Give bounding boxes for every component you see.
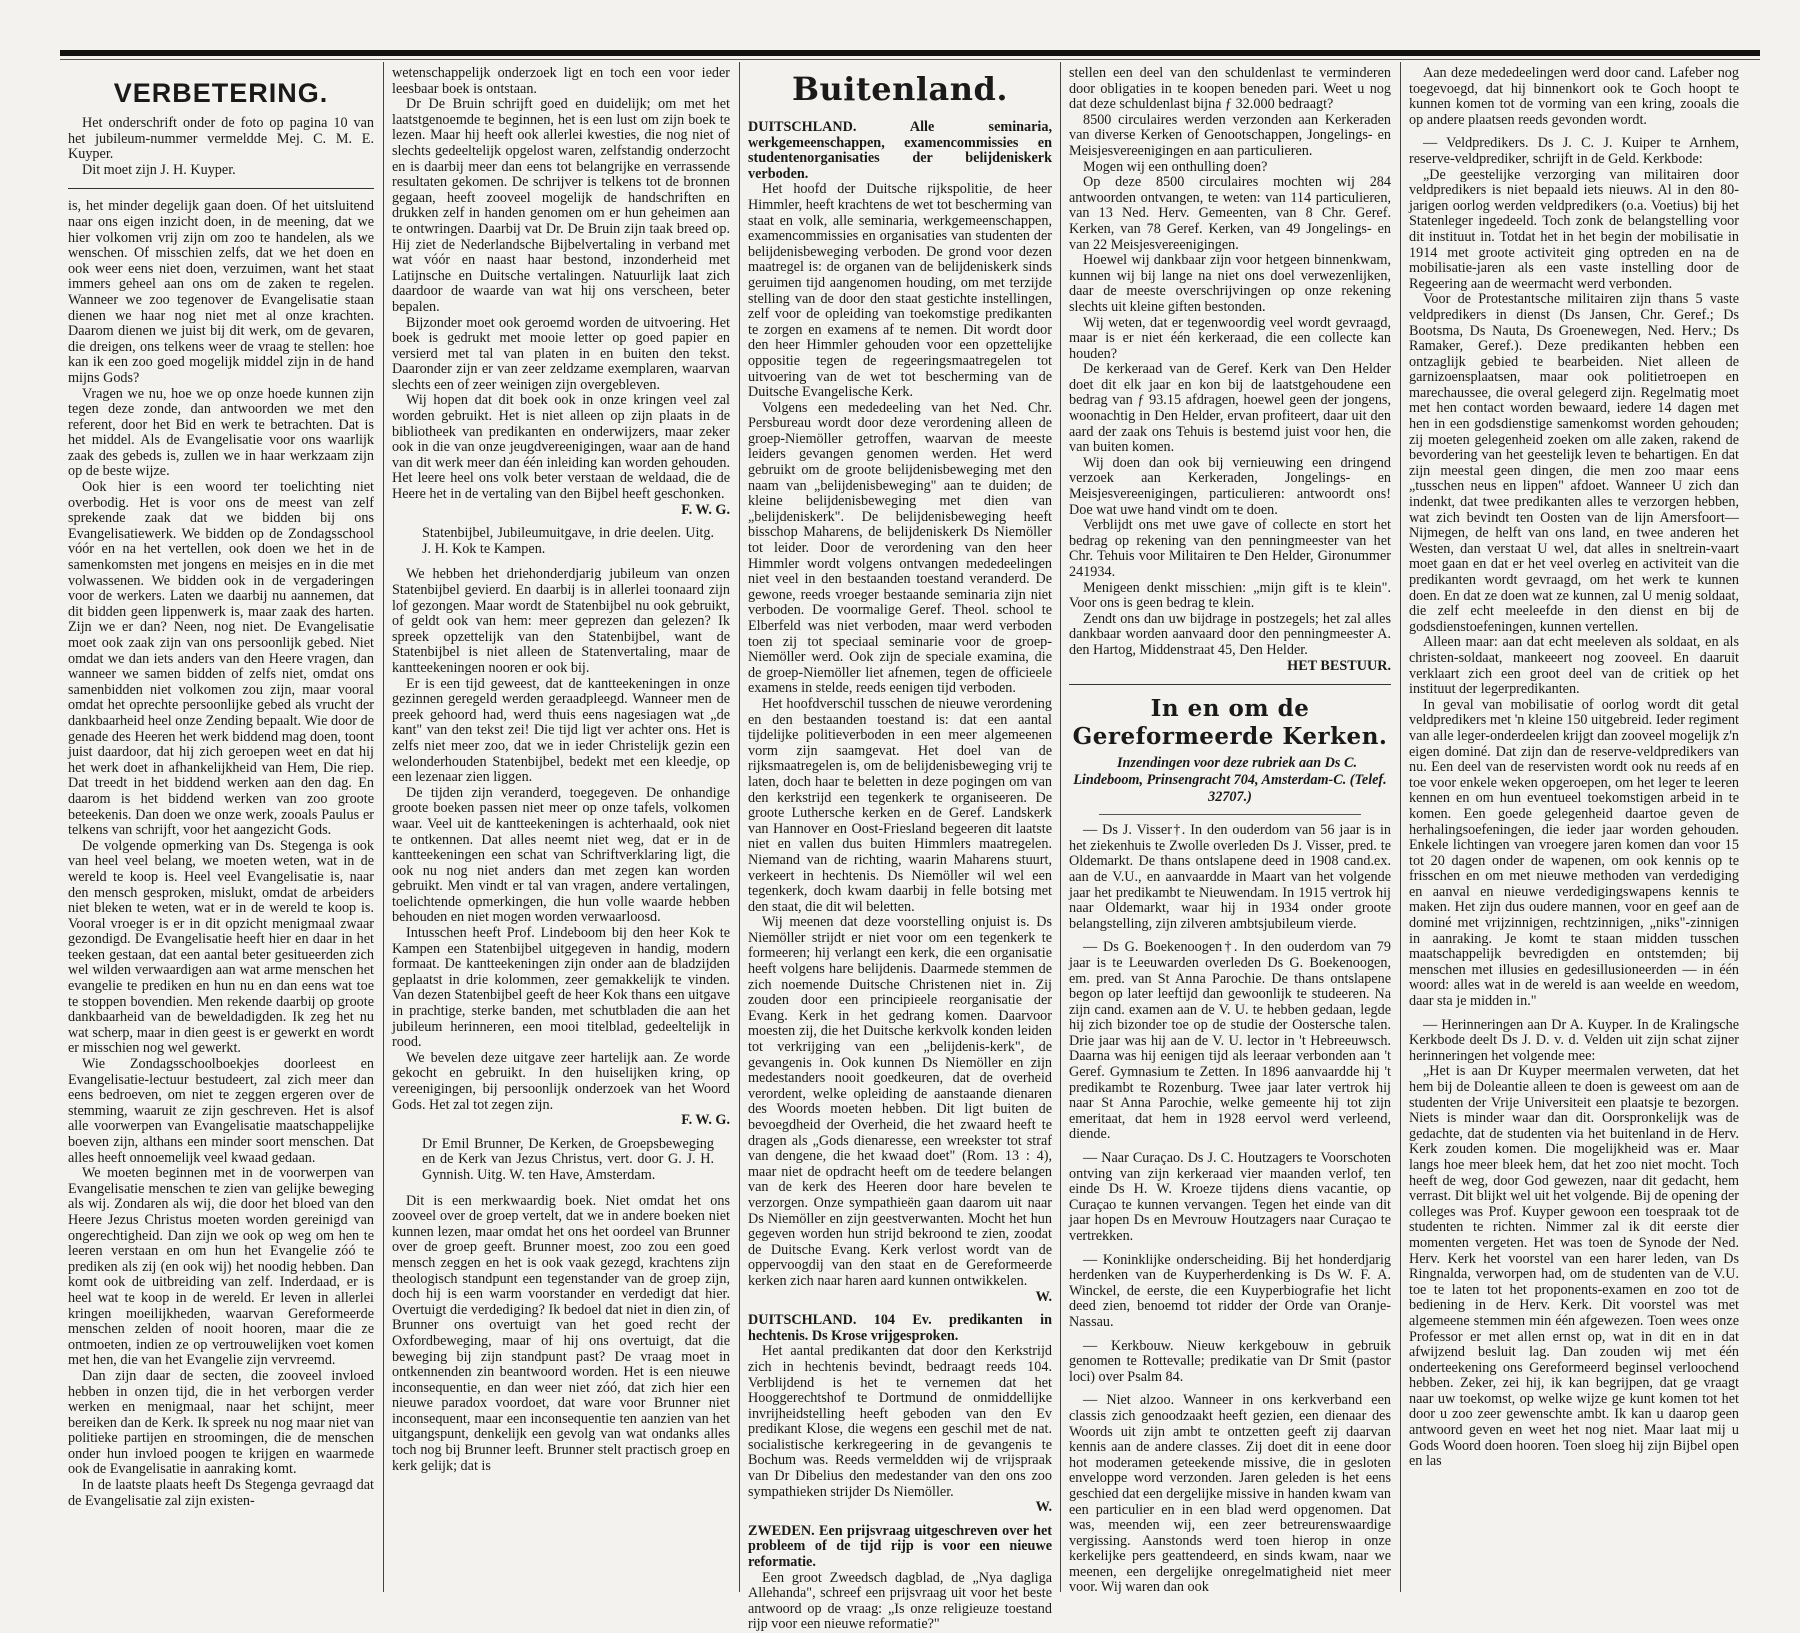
column-divider: [383, 62, 384, 1592]
column-4: [1069, 65, 1392, 1596]
heading-buitenland: Buitenland.: [791, 70, 1009, 108]
section-rule: [68, 188, 374, 189]
news-item: — Naar Curaçao. Ds J. C. Houtzagers te Voorschoten ontving van zijn kerkeraad vier maanden verlof, ten einde Ds H. W. Kroeze tijdens diens vacantie, op Curaçao te kunnen vervangen. Tegen het einde van dit jaar hopen Ds en Mevrouw Houtzagers naar Curaçao te vertrekken.: [1069, 1150, 1391, 1244]
column-3: [748, 66, 1052, 1633]
article-paragraph: We bevelen deze uitgave zeer hartelijk aan. Ze worde gekocht en gebruikt. In den huiselijken kring, op vereenigingen, bij persoonlijk onderzoek van het Woord Gods. Het zal tot zegen zijn.: [392, 1049, 730, 1113]
article-paragraph: Er is een tijd geweest, dat de kantteekeningen in onze gezinnen geregeld werden geraadpleegd. Wanneer men de preek gehoord had, werd thuis eens nagesiagen wat „de kant" van den tekst zei! Die tijd ligt ver achter ons. Het is zelfs niet meer zoo, dat we in ieder Christelijk gezin een welonderhouden Statenbijbel, bedekt met een kleedje, op een lezenaar zien liggen.: [392, 675, 730, 786]
news-headline: DUITSCHLAND. Alle seminaria, werkgemeenschappen, examencommissies en studentenorganisaties der belijdeniskerk verboden.: [748, 119, 1052, 182]
section-rule: [1069, 684, 1391, 685]
article-paragraph: In geval van mobilisatie of oorlog wordt dit getal veldpredikers met 'n kleine 150 uitgebreid. Ieder regiment van alle leger-onderdeelen krijgt dan zooveel mogelijk z'n eigen dominé. Dat zijn dan de reserve-veldpredikers van nu. Een deel van de reservisten wordt ook nu reeds af en toe voor enkele weken opgeroepen, om het leger te leeren kennen en om hun eventueel toekomstigen arbeid in te komen. Een goede gelegenheid daartoe geven de herhalingsoefeningen, die ieder jaar worden gehouden. Enkele lichtingen van vroegere jaren komen dan voor 15 tot 20 dagen onder de wapenen, om ook kennis op te frisschen en om met nieuwe methoden van verdediging en aanval en nieuwe verdedigingswapens kennis te maken. Het zijn dus oudere mannen, voor en geef aan de dominé met vrijzinnigen, rechtzinnigen, „niks"-zinnigen in aanraking. Je komt te staan midden tusschen maatschappelijk bevredigden en ontstemden; bij menschen met illusies en gedesillusioneerden — in één woord: alles wat in de wereld is aan weelde en weedom, daar sta je midden in.": [1409, 696, 1739, 1010]
column-2: [392, 66, 730, 1592]
article-paragraph: De kerkeraad van de Geref. Kerk van Den Helder doet dit elk jaar en kon bij de laatstgehoudene een bedrag van ƒ 93.15 afdragen, hoewel geen der jongens, woonachtig in Den Helder, ervan profiteert, daar uit den aard der zaak ons Tehuis is bestemd juist voor hen, die van buiten komen.: [1069, 361, 1391, 456]
news-item: — Herinneringen aan Dr A. Kuyper. In de Kralingsche Kerkbode deelt Ds J. D. v. d. Velden uit zijn schat zijner herinneringen het volgende mee:: [1409, 1016, 1739, 1064]
signature: HET BESTUUR.: [1287, 657, 1391, 674]
heading-verbetering: VERBETERING.: [113, 78, 329, 108]
article-paragraph: Het aantal predikanten dat door den Kerkstrijd zich in hechtenis bevindt, bedraagt reeds 104. Verblijdend is het te vernemen dat het Hooggerechtshof te Dortmund de onmiddellijke invrijheidstelling heeft geboden van den Ev predikant Klose, die wegens een geschil met de nat. socialistische kerkregeering in de gevangenis te Bochum was. Reeds vermeldden wij de vrijspraak van Dr Dibelius den medestander van den ons zoo sympathieken strijder Ds Niemöller.: [748, 1343, 1052, 1500]
article-paragraph: wetenschappelijk onderzoek ligt en toch een voor ieder leesbaar boek is ontstaan.: [392, 65, 730, 97]
column-divider: [1060, 62, 1061, 1592]
correction-notice: Het onderschrift onder de foto op pagina 10 van het jubileum-nummer vermeldde Mej. C. M. E. Kuyper.: [68, 115, 374, 163]
article-paragraph: Vragen we nu, hoe we op onze hoede kunnen zijn tegen deze zonde, dan antwoorden we met den referent, door het Bid en werk te betrachten. Dat is het middel. Als de Evangelisatie voor ons waarlijk zaak des gebeds is, zullen we in haar werkzaam zijn op de beste wijze.: [68, 385, 374, 480]
article-paragraph: Het hoofd der Duitsche rijkspolitie, de heer Himmler, heeft krachtens de wet tot bescherming van staat en volk, alle seminaria, werkgemeenschappen, examencommissies en organisaties van studenten der belijdenisbeweging verboden. De grond voor dezen maatregel is: de organen van de belijdeniskerk sinds geruimen tijd aangenomen houding, om met terzijde stelling van de door den staat gestichte instellingen, zelf voor de opleiding van toekomstige predikanten te zorgen en examens af te nemen. Dit wordt door den heer Himmler gehouden voor een opzettelijke oppositie tegen de regeeringsmaatregelen tot uitvoering van de wet tot bescherming van de Duitsche Evangelische Kerk.: [748, 181, 1052, 401]
heading-gereformeerde-kerken: In en om de Gereformeerde Kerken.: [1072, 695, 1388, 751]
article-paragraph: Alleen maar: aan dat echt meeleven als soldaat, en als christen-soldaat, mankeeert nog zooveel. En daaruit verklaart zich een groot deel van de critiek op het instituut der legerpredikanten.: [1409, 634, 1739, 698]
news-headline: DUITSCHLAND. 104 Ev. predikanten in hechtenis. Ds Krose vrijgesproken.: [748, 1312, 1052, 1344]
review-title: Dr Emil Brunner, De Kerken, de Groepsbeweging en de Kerk van Jezus Christus, vert. door G. J. H. Gynnish. Uitg. W. ten Have, Amsterdam.: [422, 1135, 714, 1183]
article-paragraph: Mogen wij een onthulling doen?: [1083, 158, 1268, 175]
article-paragraph: Verblijdt ons met uwe gave of collecte en stort het bedrag op rekening van den penningmeester van het Chr. Tehuis voor Militairen te Den Helder, Gironummer 241934.: [1069, 517, 1391, 580]
article-paragraph: Wij meenen dat deze voorstelling onjuist is. Ds Niemöller strijdt er niet voor om een tegenkerk te formeeren; hij verlangt een kerk, die een organisatie heeft volgens hare belijdenis. Daarmede stemmen de zich noemende Duitsche Christenen niet in. Zij zouden door een principieele reorganisatie der Evang. Kerk in het gedrang komen. Daarvoor moesten zij, die het Duitsche kerkvolk konden leiden tot verkrijging van een „belijdenis-kerk", de gevangenis in. Ook kunnen Ds Niemöller en zijn medestanders nooit goedkeuren, dat de overheid verordent, welke opleiding de aanstaande dienaren des Woords moeten hebben. Dit ligt buiten de bevoegdheid der Overheid, die het zwaard heeft te dragen als „Gods dienaresse, een wreekster tot straf van dengene, die het kwaad doet" (Rom. 13 : 4), maar niet de opdracht heeft om de teedere belangen van de kerk des Heeren door hare bevelen te verzorgen. Onze sympathieën gaan daarom uit naar Ds Niemöller en zijn geestverwanten. Mocht het hun gegeven worden hun strijd bekroond te zien, zoodat de Duitsche Evang. Kerk verlost wordt van de oppervoogdij van den staat en de Gereformeerde kerken zich naar haren aard kunnen ontwikkelen.: [748, 914, 1052, 1289]
article-paragraph: Zendt ons dan uw bijdrage in postzegels; het zal alles dankbaar worden aanvaard door den penningmeester A. den Hartog, Middenstraat 45, Den Helder.: [1069, 610, 1391, 658]
column-5: [1409, 66, 1739, 1592]
article-paragraph: We moeten beginnen met in de voorwerpen van Evangelisatie menschen te zien van gelijke beweging als wij. Zondaren als wij, die door het bloed van den Heere Jezus Christus moeten worden gereinigd van ongerechtigheid. Dan zijn we ook op weg om hen te leeren verstaan en om hun het Evangelie zóó te prediken als zij (en ook wij) het noodig hebben. Dan komt ook de uitbreiding van zelf. Inderdaad, er is heel wat te koop in de wereld. Er leven in allerlei kringen moeilijkheden, waarvan Gereformeerde menschen zelden of nooit hooren, maar die ze ontmoeten, indien ze op vertrouwelijken voet komen met hen, die van het Evangelie zijn vervreemd.: [68, 1165, 374, 1369]
article-paragraph: Aan deze mededeelingen werd door cand. Lafeber nog toegevoegd, dat hij binnenkort ook te Goch hoopt te kunnen komen tot de vorming van een kring, zooals die op andere plaatsen reeds gevonden wordt.: [1409, 65, 1739, 128]
rubric-subtitle: Inzendingen voor deze rubriek aan Ds C. Lindeboom, Prinsengracht 704, Amsterdam-C. (Telef. 32707.): [1073, 755, 1387, 806]
article-paragraph: Op deze 8500 circulaires mochten wij 284 antwoorden ontvangen, te weten: van 114 particulieren, van 13 Ned. Herv. Gemeenten, van 8 Chr. Geref. Kerken, van 78 Geref. Kerken, van 49 Jongelings- en van 22 Meisjesvereenigingen.: [1069, 174, 1391, 253]
article-paragraph: Voor de Protestantsche militairen zijn thans 5 vaste veldpredikers in dienst (Ds Jansen, Chr. Geref.; Ds Bootsma, Ds Nauta, Ds Groenewegen, Ned. Herv.; Ds Ramaker, Geref.). Deze predikanten hebben een ontzaglijk gebied te bearbeiden. Niet alleen de garnizoensplaatsen, maar ook politietroepen en marechaussee, die overal gelegerd zijn. Regelmatig moet met hen contact worden bewaard, iedere 14 dagen met hen in een godsdienstige samenkomst worden gehouden; zij moeten gelegenheid zoeken om alle zaken, rakend de bevordering van het geestelijk leven te behartigen. En dat zijn meestal geen dingen, die men zoo maar eens „tusschen neus en lippen" afdoet. Wanneer U zich dan indenkt, dat twee predikanten alles te verzorgen hebben, wat zich bevindt ten Oosten van de lijn Amersfoort—Nijmegen, de helft van ons land, en twee anderen het Westen, dan verstaat U wel, dat alles in sneltrein-vaart moet gaan en dat er het veel overleg en activiteit van die predikanten wordt gevraagd, om het werk te kunnen doen. En dat ze doen wat ze kunnen, zal U menig soldaat, die zelf echt meeleefde in den dienst en bij de godsdienstoefeningen, kunnen vertellen.: [1409, 291, 1739, 635]
article-paragraph: Dr De Bruin schrijft goed en duidelijk; om met het laatstgenoemde te beginnen, het is een lust om zijn boek te lezen. Maar hij heeft ook allerlei kwesties, die nog niet of slechts gedeeltelijk opgelost waren, zelfstandig onderzocht en is daarbij meer dan eens tot belangrijke en verrassende resultaten gekomen. De schrijver is telkens tot de bronnen gegaan, heeft zooveel mogelijk de handschriften en drukken zelf in handen genomen om er hun geheimen aan te ontwringen. Daarbij vat Dr. De Bruin zijn taak breed op. Hij ziet de Nederlandsche Bijbelvertaling in verband met wat vóór en naast haar bestond, inzonderheid met Latijnsche en Duitsche vertalingen. Natuurlijk laat zich daardoor de waarde van wat hij ons verscheen, beter bepalen.: [392, 96, 730, 315]
article-paragraph: We hebben het driehonderdjarig jubileum van onzen Statenbijbel gevierd. En daarbij is in allerlei toonaard zijn lof gezongen. Maar wordt de Statenbijbel nu ook gebruikt, of geldt ook van hem: meer geprezen dan gelezen? Ik spreek opzettelijk van den Statenbijbel, want de Statenbijbel is niet alleen de Statenvertaling, maar de kantteekeningen nooren er ook bij.: [392, 566, 730, 676]
signature: W.: [1035, 1288, 1052, 1305]
signature: W.: [1035, 1499, 1052, 1516]
article-paragraph: „De geestelijke verzorging van militairen door veldpredikers is niet bepaald iets nieuws. Al in den 80-jarigen oorlog werden veldpredikers (o.a. Voetius) bij het Statenleger ingedeeld. Toch zonk de belangstelling voor dit instituut in. Totdat het in het begin der mobilisatie in 1914 met groote activiteit ging optreden en na de mobilisatie-jaren als een vaste instelling door de Regeering aan de weermacht werd verbonden.: [1409, 166, 1739, 292]
article-paragraph: Wij hopen dat dit boek ook in onze kringen veel zal worden gebruikt. Het is niet alleen op zijn plaats in de bibliotheek van predikanten en onderwijzers, maar zeker ook in die van onze jeugdvereenigingen, waar aan de hand van dit werk meer dan één inleiding kan worden gehouden. Het leere heel ons volk beter verstaan de weldaad, die de Heere het in de vertaling van den Bijbel heeft geschonken.: [392, 392, 730, 503]
article-paragraph: Dan zijn daar de secten, die zooveel invloed hebben in onzen tijd, die in het verborgen verder werken en menigmaal, naar het schijnt, meer bereiken dan de Kerk. Ik spreek nu nog maar niet van politieke partijen en stroomingen, die de menschen onder hun invloed poogen te krijgen en waarmede ook de Evangelisatie in aanraking komt.: [68, 1367, 374, 1478]
top-rule-thin: [60, 59, 1760, 60]
article-paragraph: Menigeen denkt misschien: „mijn gift is te klein". Voor ons is geen bedrag te klein.: [1069, 579, 1391, 612]
article-paragraph: Ook hier is een woord ter toelichting niet overbodig. Het is voor ons de meest van zelf sprekende zaak dat we bidden bij ons Evangelisatiewerk. We bidden op de Zondagsschool vóór en na het vertellen, ook doen we het in de samenkomsten met jongens en meisjes en in die met volwassenen. We bidden ook in de vergaderingen voor de werkers. Laten we daarbij nu aannemen, dat dit bidden geen lippenwerk is, maar zaak des harten. Zijn we er dan? Neen, nog niet. De Evangelisatie moet ook zaak zijn van ons persoonlijk gebed. Niet omdat we dan iets anders van den Heere vragen, dan wanneer we samen bidden of zelfs niet, omdat ons samenbidden niet volkomen zou zijn, maar vooral omdat het oprechte persoonlijke gebed als vrucht der dankbaarheid heel onze Zending bepaalt. Wie door de genade des Heeren het werk biddend mag doen, toont juist daardoor, dat hij zich geroepen weet en dat hij het werk doet in afhankelijkheid van Hem, Die riep. Dat treedt in het biddend werken aan den dag. En daarom is het biddend werken van zoo groote beteekenis. Dan doen we onze werk, zooals Paulus er telkens van schrijft, voor het aangezicht Gods.: [68, 479, 374, 839]
article-paragraph: is, het minder degelijk gaan doen. Of het uitsluitend naar ons eigen inzicht doen, in de meening, dat we hier volkomen vrij zijn om zoo te handelen, als we wenschen. Of misschien zelfs, dat we het doen en ook weer eens niet doen, verzuimen, want het staat immers geheel aan ons om de zaken te regelen. Wanneer we zoo tegenover de Evangelisatie staan dienen we haar nog niet met al onze krachten. Daarom dienen we juist bij dit werk, om de gevaren, die dreigen, ons telkens weer de vraag te stellen: hoe kan ik een zoo goed mogelijk middel zijn in de hand mijns Gods?: [68, 198, 374, 386]
article-paragraph: Bijzonder moet ook geroemd worden de uitvoering. Het boek is gedrukt met mooie letter op goed papier en versierd met tal van platen in en buiten den tekst. Daaronder zijn er van zeer zeldzame exemplaren, waarvan slechts een of zeer weinigen zijn overgebleven.: [392, 314, 730, 393]
news-item: — Ds G. Boekenoogen†. In den ouderdom van 79 jaar is te Leeuwarden overleden Ds G. Boekenoogen, em. pred. van St Anna Parochie. De thans ontslapene begon op later leeftijd dan gewoonlijk te studeeren. Na zijn cand. examen aan de V. U. te hebben gedaan, legde hij zich bizonder toe op de studie der Oostersche talen. Drie jaar was hij aan de V. U. lector in 't Hebreeuwsch. Daarna was hij eenigen tijd als leeraar verbonden aan 't Geref. Gymnasium te Zetten. In 1896 aanvaardde hij 't predikambt te Rozenburg. Twee jaar later vertrok hij naar St Anna Parochie, welke gemeente hij tot zijn emeritaat, dat hem in 1928 eervol werd verleend, diende.: [1069, 939, 1391, 1143]
article-paragraph: Wij doen dan ook bij vernieuwing een dringend verzoek aan Kerkeraden, Jongelings- en Meisjesvereenigingen, particulieren: antwoordt ons! Doe wat uwe hand vindt om te doen.: [1069, 454, 1391, 518]
news-headline: ZWEDEN. Een prijsvraag uitgeschreven over het probleem of de tijd rijp is voor een nieuwe reformatie.: [748, 1522, 1052, 1571]
article-paragraph: „Het is aan Dr Kuyper meermalen verweten, dat het hem bij de Doleantie alleen te doen is geweest om aan de studenten der Vrije Universiteit een plaatsje te bezorgen. Niets is minder waar dan dit. Oorspronkelijk was de gedachte, dat de studenten via het buitenland in de Herv. Kerk zouden komen. Die mogelijkheid was er. Maar langs hoe meer bleek hem, dat het zoo niet mocht. Toch heeft de weg, door God gewezen, naar dit gedacht, hem verrast. Dit blijkt wel uit het volgende. Bij de opening der colleges was Prof. Kuyper gewoon een toespraak tot de studenten te richten. Nimmer zal ik dit eerste dier momenten vergeten. Het was toen de Synode der Ned. Herv. Kerk het voorstel van een harer leden, van Ds Ringnalda, verworpen had, om de studenten van de V.U. toe te laten tot het proponents-examen en zoo tot de bediening in de Herv. Kerk. Dit voorstel was met algemeene stemmen min één afgewezen. Toen wees onze Professor er met allen ernst op, wat in dit en in dat afwijzend besluit lag. Dan zouden wij met één onderteekening ons Gereformeerd beginsel verloochend hebben. Zeker, zei hij, ik kan begrijpen, dat ge vraagt naar uw toekomst, op welke wijze ge kunt komen tot het door u zoo zeer gewenschte ambt. Ik kan u daarop geen antwoord geven en weet het nog niet. Maar laat mij u Gods Woord doen hooren. Toen sloeg hij zijn Bijbel open en las: [1409, 1063, 1739, 1470]
article-paragraph: Dit is een merkwaardig boek. Niet omdat het ons zooveel over de groep vertelt, dat we in andere boeken niet kunnen lezen, maar omdat het ons het oordeel van Brunner over de groep geeft. Brunner moest, zoo zou een goed mensch zeggen en het is ook vaak gezegd, krachtens zijn theologisch standpunt een tegenstander van de groep zijn, doch hij is een warm voorstander en verdedigt dat hier. Overtuigt die verdediging? Ik bedoel dat niet in dien zin, of Brunner ons overtuigt van het goed recht der Oxfordbeweging, maar of hij ons overtuigt, dat die beweging bij zijn standpunt past? De vraag moet in ontkennenden zin beantwoord worden. Het is een nieuwe inconsequentie, en dan weer niet zóó, dat zich hier een nieuwe paradox voordoet, dat ware voor Brunner niet inconsequent, maar een inconsequentie ten aanzien van het uitgangspunt, denkelijk een gevolg van wat ondanks alles toch nog bij Brunner leeft. Brunner stelt practisch groep en kerk gelijk; dat is: [392, 1192, 730, 1474]
column-divider: [739, 62, 740, 1592]
article-paragraph: Het hoofdverschil tusschen de nieuwe verordening en den bestaanden toestand is: dat een aantal tijdelijke politieverboden in een meer algemeenen vorm zijn saamgevat. Het doel van de rijksmaatregelen is, om de belijdenisbeweging vrij te laten, doch haar te beletten in deze pogingen om van den kerkstrijd een tegenkerk te organiseeren. De groote Luthersche kerken en de Geref. Landskerk van Hannover en Oost-Friesland begeeren dit laatste niet en vallen dus buiten Himmlers maatregelen. Niemand van de richting, waarin Maharens stuurt, verkeert in hechtenis. Ds Niemöller wil wel een tegenkerk, doch kwam daarbij in felle botsing met den staat, die dit wil beletten.: [748, 695, 1052, 915]
news-item: — Veldpredikers. Ds J. C. J. Kuiper te Arnhem, reserve-veldprediker, schrijft in de Geld. Kerkbode:: [1409, 135, 1739, 167]
signature: F. W. G.: [681, 1112, 730, 1129]
section-rule: [1099, 814, 1361, 815]
article-paragraph: Volgens een mededeeling van het Ned. Chr. Persbureau wordt door deze verordening alleen de groep-Niemöller getroffen, waarvan de meeste leiders gevangen genomen werden. Het werd gebruikt om de groote belijdenisbeweging met den naam van „belijdenisbeweging" aan te duiden; de kleine belijdenisbeweging met dien van „belijdeniskerk". De belijdenisbeweging heeft bisschop Maharens, de belijdeniskerk Ds Niemöller tot leider. Door de verordening van den heer Himmler wordt volgens ontvangen mededeelingen niet veel in den bestaanden toestand veranderd. De gewone, reeds vroeger bestaande seminaria zijn niet verboden. De voormalige Geref. Theol. school te Elberfeld was niet verboden, maar werd verboden toen zij tot speciaal seminarie voor de groep-Niemöller werd. Ook zijn de speciale examina, die de groep-Niemöller liet afnemen, tegen de officieele examens in stelde, reeds eenigen tijd verboden.: [748, 399, 1052, 697]
news-item: — Koninklijke onderscheiding. Bij het honderdjarig herdenken van de Kuyperherdenking is Ds W. F. A. Winckel, de eerste, die een Kuyperbiografie het licht deed zien, benoemd tot ridder der Orde van Oranje-Nassau.: [1069, 1251, 1391, 1330]
column-divider: [1400, 62, 1401, 1592]
news-item: — Niet alzoo. Wanneer in ons kerkverband een classis zich genoodzaakt heeft gezien, een dienaar des Woords uit zijn ambt te ontzetten geeft zij daarvan kennis aan de andere classes. Zij doet dit in eene door hot moderamen geteekende missive, die in gesloten enveloppe word verzonden. Jaren geleden is het eens geschied dat een dergelijke missive in handen kwam van een particulier en in een blad werd opgenomen. Dat was, meenden wij, een zeer betreurenswaardige vergissing. Aanstonds werd toen hierop in onze kerkelijke pers geattendeerd, en sinds kwam, naar we meenen, een dergelijke onregelmatigheid niet meer voor. Wij waren dan ook: [1069, 1392, 1392, 1596]
top-rule: [60, 50, 1760, 56]
correction-notice-2: Dit moet zijn J. H. Kuyper.: [82, 161, 236, 178]
article-paragraph: De volgende opmerking van Ds. Stegenga is ook van heel veel belang, we moeten weten, wat in de wereld te koop is. Heel veel Evangelisatie is, naar den mensch gesproken, mislukt, omdat de arbeiders niet bleken te weten, wat er in de wereld te koop is. Vooral vroeger is er in dit opzicht menigmaal zwaar gezondigd. De Evangelisatie heeft hier en daar in het teeken gestaan, dat een aantal beter gesitueerden zich wel wilden verwaardigen aan wat arme menschen het evangelie te prediken en hun nu en dan eens wat toe te stoppen bovendien. Men rekende daarbij op groote dankbaarheid van de beweldadigden. Ik zeg het nu wat scherp, maar in dien geest is er gewerkt en wordt er misschien nog wel gewerkt.: [68, 837, 374, 1057]
article-paragraph: Wie Zondagsschoolboekjes doorleest en Evangelisatie-lectuur bestudeert, zal zich meer dan eens bedroeven, om niet te zeggen ergeren over de stemming, waaruit ze zijn geschreven. Het is alsof alle voorwerpen van Evangelisatie maatschappelijke boeven zijn, althans een minder soort menschen. Dat alles heeft onnoemelijk veel kwaad gedaan.: [68, 1056, 374, 1166]
column-1: [68, 66, 374, 1592]
article-paragraph: In de laatste plaats heeft Ds Stegenga gevraagd dat de Evangelisatie zal zijn existen-: [68, 1477, 374, 1509]
news-item: — Kerkbouw. Nieuw kerkgebouw in gebruik genomen te Rottevalle; predikatie van Dr Smit (pastor loci) over Psalm 84.: [1069, 1337, 1391, 1385]
article-paragraph: Hoewel wij dankbaar zijn voor hetgeen binnenkwam, kunnen wij bij lange na niet ons doel verwezenlijken, daar de meeste overschrijvingen op onze rekening slechts uit kleine giften bestonden.: [1069, 252, 1391, 315]
review-title: Statenbijbel, Jubileumuitgave, in drie deelen. Uitg. J. H. Kok te Kampen.: [422, 525, 714, 557]
article-paragraph: 8500 circulaires werden verzonden aan Kerkeraden van diverse Kerken of Genootschappen, Jongelings- en Meisjesvereenigingen en aan particulieren.: [1069, 111, 1391, 159]
article-paragraph: Intusschen heeft Prof. Lindeboom bij den heer Kok te Kampen een Statenbijbel uitgegeven in handig, modern formaat. De kantteekeningen zijn onder aan de bladzijden geplaatst in drie kolommen, zeer gemakkelijk te vinden. Van dezen Statenbijbel geeft de heer Kok thans een uitgave in prachtige, sterke banden, met schutbladen die aan het jubileum herinneren, een mooi titelblad, gedeeltelijk in rood.: [392, 925, 730, 1051]
article-paragraph: Wij weten, dat er tegenwoordig veel wordt gevraagd, maar is er niet één kerkeraad, die een collecte kan houden?: [1069, 314, 1391, 362]
article-paragraph: stellen een deel van den schuldenlast te verminderen door obligaties in te koopen beneden pari. Weet u nog dat deze schuldenlast bijna ƒ 32.000 bedraagt?: [1069, 65, 1391, 113]
news-item: — Ds J. Visser†. In den ouderdom van 56 jaar is in het ziekenhuis te Zwolle overleden Ds J. Visser, pred. te Oldemarkt. De thans ontslapene deed in 1908 cand.ex. aan de V.U., en aanvaardde in Maart van het volgende jaar het predikambt te Nieuwendam. In 1915 vertrok hij naar Oldemarkt, waar hij in 1934 onder groote belangstelling, zijn zilveren ambtsjubileum vierde.: [1069, 822, 1391, 932]
signature: F. W. G.: [681, 501, 730, 518]
article-paragraph: De tijden zijn veranderd, toegegeven. De onhandige groote boeken passen niet meer op onze tafels, volkomen waar. Veel uit de kantteekeningen is achterhaald, ook niet te ontkennen. Dat alles neemt niet weg, dat er in de kantteekeningen een schat van Schriftverklaring ligt, die ook nu nog niet anders dan met zegen kan worden gebruikt. Men vindt er tal van vragen, andere vertalingen, toelichtende opmerkingen, die hun volle waarde hebben behouden en niet mogen worden verwaarloosd.: [392, 784, 730, 926]
article-paragraph: Een groot Zweedsch dagblad, de „Nya dagliga Allehanda", schreef een prijsvraag uit voor het beste antwoord op de vraag: „Is onze religieuze toestand rijp voor een nieuwe reformatie?": [748, 1569, 1052, 1633]
